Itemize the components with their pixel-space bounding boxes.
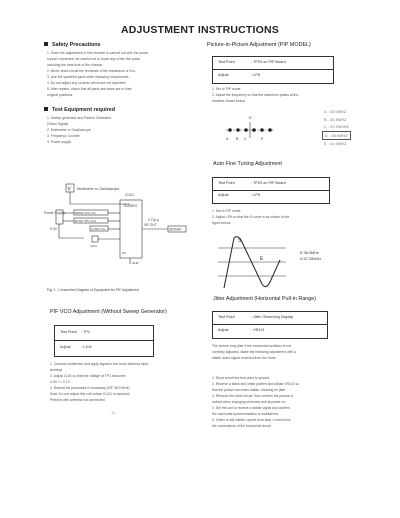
safety-line: 3. Use the specified parts when replacing components.	[47, 75, 130, 79]
meter-symbol: V	[67, 186, 71, 193]
pif-text	[50, 361, 148, 403]
ground-label: GND	[132, 261, 139, 265]
legend-item: E:38.9MHz	[300, 251, 319, 255]
marker-dot	[260, 128, 264, 132]
page-number: - 1 -	[110, 411, 117, 415]
marker-dot	[236, 128, 240, 132]
ground-rail	[59, 224, 84, 238]
coil-label: L104	[90, 244, 97, 248]
jitter-step-line: 3. Remove the short circuit, then confirm the picture is	[212, 394, 294, 398]
jitter-step-line: the horizontal synchronization is maintained.	[212, 412, 279, 416]
resistor-3-label: C7034 Vcc	[91, 227, 106, 231]
frequency-item-highlight: D : 38.9MHZ	[322, 131, 351, 141]
output-value: 2.7Vp-p	[148, 218, 160, 222]
pif-line: 3. Repeat the procedure if necessary (VIF 38.9 MHz).	[50, 386, 131, 390]
marker-letter: E	[261, 137, 264, 141]
frequency-item: A : 33.0MHZ	[324, 109, 347, 114]
pip-top-heading: Picture-in-Picture Adjustment (PIP MODEL)	[207, 42, 311, 48]
frequency-item: B : 34.5MHZ	[324, 116, 347, 122]
legend-item: D:37.25MHz	[300, 257, 322, 261]
jitter-step-line: 5. If jitter is still visible, repeat from step 1 and check	[212, 418, 291, 422]
connection-diagram	[44, 180, 194, 270]
safety-line: source connected, be careful not to touch any of the live parts,	[47, 57, 141, 61]
pif-heading: PIF VCO Adjustment (Without Sweep Generator)	[50, 309, 167, 315]
supply-voltage: 5.0V	[50, 227, 57, 231]
curve-e-label: E	[260, 256, 264, 262]
marker-dot	[252, 128, 256, 132]
jitter-step-line: 1. Short circuit the test point to ground.	[212, 376, 271, 380]
ic-part: TDA9870	[123, 204, 138, 208]
meter-label: Multimeter or Oscilloscope	[77, 187, 120, 191]
frequency-label: 38.9MHz	[169, 227, 182, 232]
s-curve	[224, 237, 280, 288]
adjust-label: Adjust	[218, 73, 229, 77]
pip-top-line: markers shown below.	[212, 99, 246, 103]
equipment-line: 4. Power supply	[47, 140, 72, 144]
adjust-label: Adjust	[218, 328, 229, 332]
marker-letter: B	[236, 137, 239, 141]
page-title: ADJUSTMENT INSTRUCTIONS	[120, 24, 280, 36]
figure-caption: Fig. 1 : Connection Diagram of Equipment for PIF Adjustment	[47, 288, 139, 292]
jitter-step-line: locked when changing channels and at power on.	[212, 400, 287, 404]
jitter-step-line: that the picture becomes stable, showing no jitter.	[212, 388, 287, 392]
pip-bottom-line: figure below.	[212, 221, 232, 225]
jitter-test-box	[212, 311, 328, 339]
safety-line: 1. Since the adjustment of this receiver is carried out with the power	[47, 51, 149, 55]
jitter-intro-line: correctly adjusted. Make the following adjustment with a	[212, 350, 296, 354]
frequency-item: C : 37.25MHZ	[324, 124, 349, 129]
adjust-value: : LP8	[251, 73, 260, 77]
curve-legend	[300, 250, 321, 262]
safety-line: 5. After repairs, check that all parts and wires are in their	[47, 87, 132, 91]
marker-letter: A	[226, 137, 229, 141]
frequency-item: E : 41.0MHZ	[324, 141, 347, 146]
jitter-step-line: the connections of the horizontal circuit.	[212, 424, 272, 428]
equipment-line: 3. Frequency Counter	[47, 134, 80, 138]
ic-box	[120, 200, 142, 258]
box-divider	[213, 324, 327, 325]
jitter-step-line: 4. Set the unit to receive a stable signal and confirm	[212, 406, 290, 410]
jitter-intro-line: The picture may jitter if the horizontal oscillator is not	[212, 344, 291, 348]
box-divider	[55, 340, 153, 341]
marker-diagram	[218, 108, 308, 144]
test-point-value: : Jitter Observing Display	[251, 315, 294, 319]
marker-dot	[244, 128, 248, 132]
marker-dot	[228, 128, 232, 132]
safety-line: 4. Do not adjust any controls which are not specified.	[47, 81, 127, 85]
equipment-text	[47, 115, 111, 145]
pip-bottom-line: 2. Adjust LP5 so that the S-curve is as shown in the	[212, 215, 290, 219]
pif-line: terminal.	[50, 368, 64, 372]
resistor-2-label: R7027 (8V Vcc)	[75, 219, 97, 223]
box-divider	[213, 190, 329, 191]
frequency-list	[324, 108, 351, 148]
equipment-line: (Video Signal)	[47, 122, 69, 126]
jitter-step-line: 2. Receive a black and white pattern and adjust VR101 so	[212, 382, 300, 386]
equipment-heading-text: Test Equipment required	[52, 107, 116, 113]
pif-line: 4.0V +/- 0.1V.	[50, 380, 71, 384]
marker-letter: D	[249, 116, 252, 120]
adjust-value: : L104	[81, 345, 92, 349]
marker-dot	[268, 128, 272, 132]
pip-bottom-text	[212, 208, 289, 226]
pip-bottom-test-box	[212, 177, 330, 204]
meter-wire	[70, 192, 130, 204]
equipment-line: 2. Multimeter or Oscilloscope	[47, 128, 91, 132]
adjust-value: : LP5	[251, 193, 260, 197]
pip-bottom-heading: Auto Fine Tuning Adjustment	[213, 161, 282, 167]
bullet-square-icon	[44, 107, 48, 111]
safety-heading-text: Safety Precautions	[52, 42, 101, 48]
adjust-label: Adjust	[60, 345, 71, 349]
jitter-intro	[212, 343, 296, 361]
coil-box	[92, 236, 98, 242]
pip-top-test-box	[212, 56, 334, 84]
pif-line: Note: Do not adjust this coil unless IC101 is replaced.	[50, 392, 131, 396]
output-label: VIF OUT	[144, 223, 157, 227]
safety-heading	[44, 42, 101, 48]
pip-top-text	[212, 86, 298, 104]
s-curve-diagram	[218, 230, 298, 292]
pif-test-box	[54, 325, 154, 357]
ic-name: IC101	[125, 193, 135, 197]
resistor-1-label: R8030 (9V) Vcc	[75, 211, 97, 215]
safety-line: 2. Never short-circuit the terminals of the transistors or ICs.	[47, 69, 136, 73]
safety-line: original positions.	[47, 93, 74, 97]
test-point-label: Test Point	[218, 315, 235, 319]
equipment-line: 1. Sweep generator and Pattern Generator	[47, 116, 112, 120]
test-point-value: : TP20 on PIP Board	[251, 181, 286, 185]
test-point-label: Test Point	[218, 181, 235, 185]
test-point-value: : TP1	[81, 330, 91, 334]
adjust-value: : VR101	[251, 328, 265, 332]
equipment-heading	[44, 107, 115, 113]
pin-label: Pin	[122, 251, 127, 255]
safety-line: including the heat sink of the chassis.	[47, 63, 104, 67]
jitter-steps	[212, 375, 299, 429]
pip-top-line: 2. Adjust the frequency so that the waveform peaks at the	[212, 93, 299, 97]
marker-letter: C	[244, 137, 247, 141]
pip-top-line: 1. Set to PIP mode.	[212, 87, 242, 91]
adjust-label: Adjust	[218, 193, 229, 197]
power-supply-label: Power Supply	[44, 211, 65, 215]
pif-line: 2. Adjust L104 so that the voltage at TP1 becomes	[50, 374, 126, 378]
pif-line: 1. Connect multimeter and apply signal to the tuner antenna input	[50, 362, 149, 366]
curve-s-label: S	[238, 238, 242, 244]
bullet-square-icon	[44, 42, 48, 46]
pif-line: Perform with antenna not connected.	[50, 398, 106, 402]
jitter-heading: Jitter Adjustment (Horizontal Pull-in Range)	[213, 296, 317, 302]
test-point-label: Test Point	[60, 330, 77, 334]
test-point-label: Test Point	[218, 60, 235, 64]
pip-bottom-line: 1. Set to PIP mode.	[212, 209, 242, 213]
box-divider	[213, 69, 333, 70]
safety-text	[47, 50, 149, 98]
jitter-intro-line: stable video signal received from the tuner.	[212, 356, 277, 360]
test-point-value: : TP20 on PIP Board	[251, 60, 286, 64]
